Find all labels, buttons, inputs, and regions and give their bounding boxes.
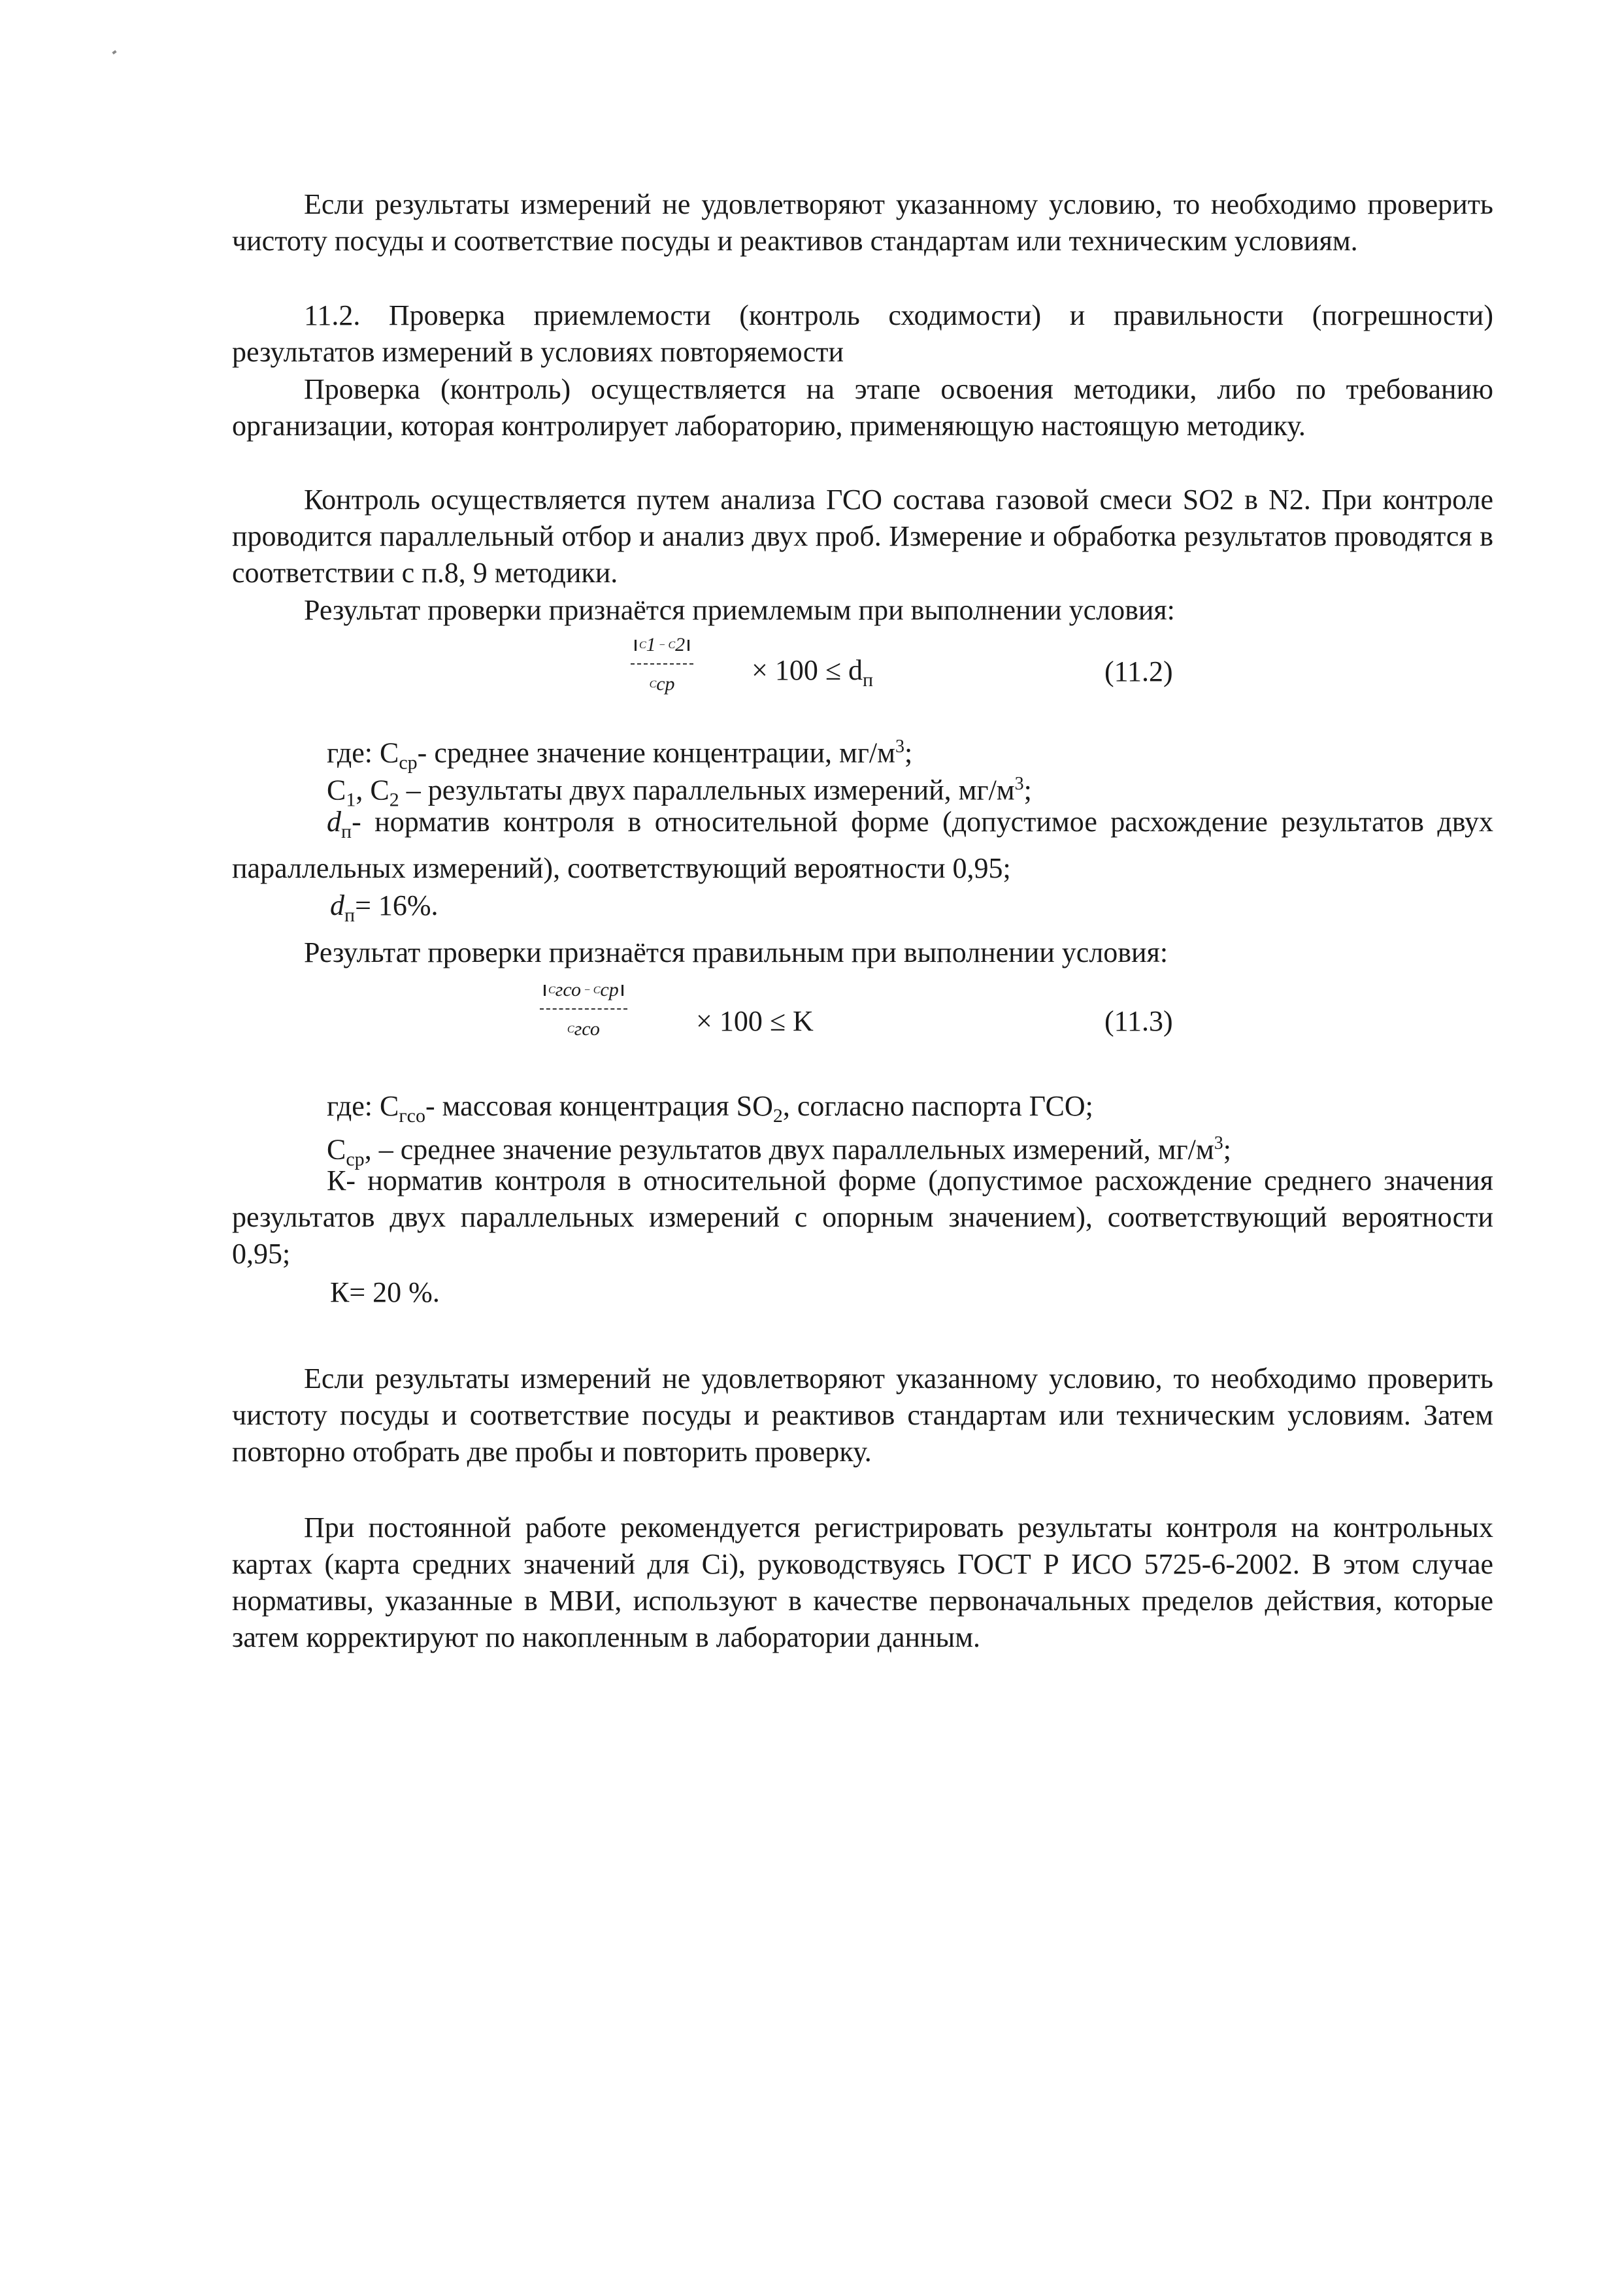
section-heading-11-2: 11.2. Проверка приемлемости (контроль сходимости) и правильности (погрешности) результатов измерений в условиях повторяемости	[232, 299, 1493, 368]
definition-dn-value: $d_п= 16\%$.	[330, 889, 439, 926]
definition-c1-c2: $C_1$, $C_2$ – результаты двух параллельных измерений, $мг/м^3$;	[327, 774, 1032, 811]
definition-k: К- норматив контроля в относительной форме (допустимое расхождение среднего значения результатов двух параллельных измерений с опорным значением), соответствующий вероятности 0,95;	[232, 1164, 1493, 1270]
formula-11-2-fraction	[631, 627, 693, 704]
paragraph-acceptance-condition: Результат проверки признаётся приемлемым при выполнении условия:	[304, 594, 1175, 626]
definition-c-avg-2: $C_{ср}$, – среднее значение результатов двух параллельных измерений, $мг/м^3$;	[327, 1133, 1231, 1170]
definition-dn: $d_п-$ норматив контроля в относительной форме (допустимое расхождение результатов двух параллельных измерений), соответствующий вероятности 0,95;	[232, 806, 1493, 884]
formula-11-3-numerator: $C_{гсо} - C_{ср}$	[540, 972, 627, 1010]
formula-11-3-rhs: × 100 ≤ K	[696, 1005, 814, 1037]
formula-11-2-rhs: × $100 \le d_п$	[752, 654, 874, 691]
definition-c-avg: где: $C_{ср}-$ среднее значение концентрации, $мг/м^3$;	[327, 736, 913, 774]
paragraph-control-method: Контроль осуществляется путем анализа ГСО состава газовой смеси SO2 в N2. При контроле проводится параллельный отбор и анализ двух проб. Измерение и обработка результатов проводятся в соответствии с п.8, 9 методики.	[232, 484, 1493, 589]
paragraph-intro: Если результаты измерений не удовлетворяют указанному условию, то необходимо проверить чистоту посуды и соответствие посуды и реактивов стандартам или техническим условиям.	[232, 188, 1493, 257]
formula-11-2-numerator: $C_1 - C_2$	[631, 627, 693, 665]
definition-c-gso: где: $C_{гсо}-$ массовая концентрация $SO_2$, согласно паспорта ГСО;	[327, 1090, 1093, 1127]
scan-speck	[112, 50, 116, 55]
paragraph-repeat-check: Если результаты измерений не удовлетворяют указанному условию, то необходимо проверить чистоту посуды и соответствие посуды и реактивов стандартам или техническим условиям. Затем повторно отобрать две пробы и повторить проверку.	[232, 1362, 1493, 1468]
formula-11-3-number: (11.3)	[1104, 1005, 1173, 1037]
formula-11-2-denominator: $C_{ср}$	[649, 672, 675, 695]
formula-11-3-fraction	[540, 972, 627, 1049]
paragraph-control-charts: При постоянной работе рекомендуется регистрировать результаты контроля на контрольных картах (карта средних значений для Ci), руководствуясь ГОСТ Р ИСО 5725-6-2002. В этом случае нормативы, указанные в МВИ, используют в качестве первоначальных пределов действия, которые затем корректируют по накопленным в лаборатории данным.	[232, 1511, 1493, 1653]
definition-k-value: К= 20 %.	[330, 1276, 440, 1308]
paragraph-control-stage: Проверка (контроль) осуществляется на этапе освоения методики, либо по требованию организации, которая контролирует лабораторию, применяющую настоящую методику.	[232, 373, 1493, 442]
paragraph-correctness-condition: Результат проверки признаётся правильным при выполнении условия:	[304, 936, 1168, 968]
formula-11-2-number: (11.2)	[1104, 655, 1173, 687]
formula-11-3-denominator: $C_{гсо}$	[567, 1017, 600, 1040]
